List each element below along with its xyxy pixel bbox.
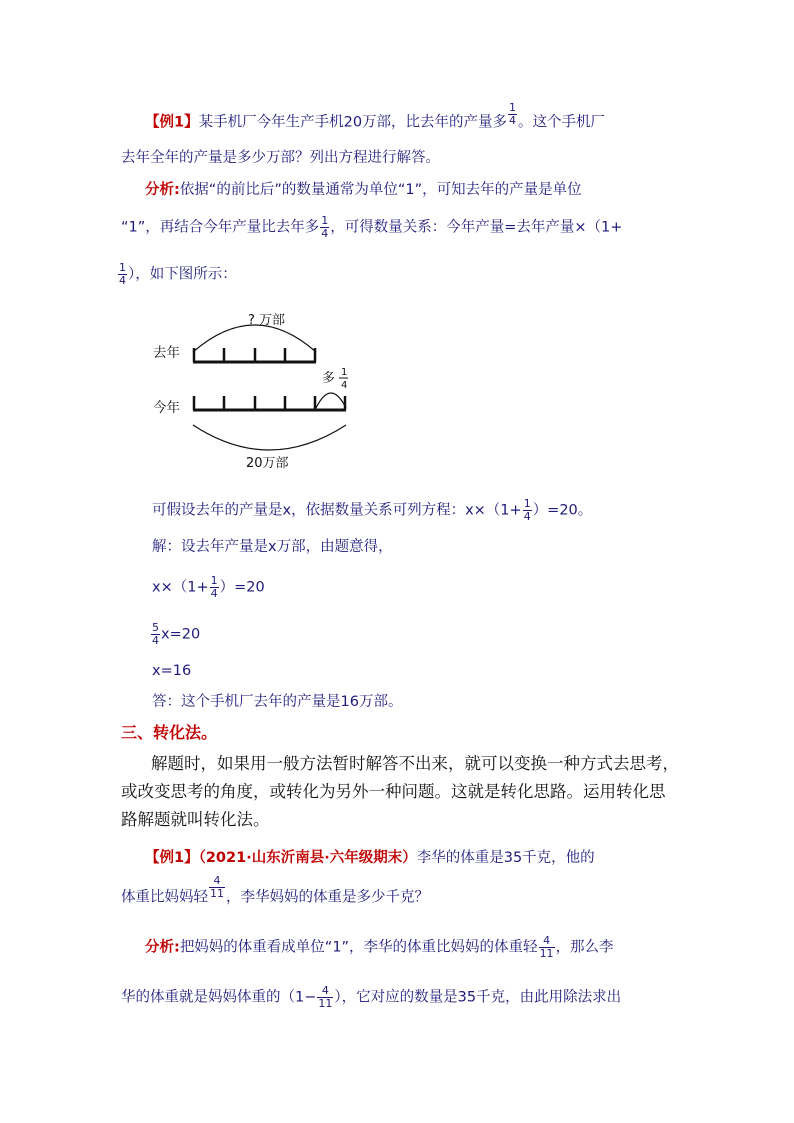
last-year-label: 去年 xyxy=(153,345,180,361)
assume-line: 可假设去年的产量是x，依据数量关系可列方程：x×（1+ $\frac{1}{4}$ ）=20。 xyxy=(152,497,593,523)
example-label: 【例1】 xyxy=(145,114,199,131)
example1-line2: 去年全年的产量是多少万部？列出方程进行解答。 xyxy=(121,150,440,166)
analysis-label: 分析: xyxy=(145,182,180,198)
fraction: $\frac{4}{11}$ xyxy=(210,874,224,900)
top-label: ? 万部 xyxy=(248,313,286,328)
this-year-label: 今年 xyxy=(153,400,180,416)
equation-2: $\frac{5}{4}$ x=20 xyxy=(152,621,201,647)
solve-line: 解：设去年产量是x万部，由题意得， xyxy=(152,539,393,555)
fraction: $\frac{4}{11}$ xyxy=(539,934,554,960)
answer-line: 答：这个手机厂去年的产量是16万部。 xyxy=(152,694,403,710)
equation-3: x=16 xyxy=(152,663,192,679)
analysis2-line2: 华的体重就是妈妈体重的（1− $\frac{4}{11}$ ），它对应的数量是35千克，由此用除法求出 xyxy=(121,984,622,1010)
more-frac-num: 1 xyxy=(341,367,348,378)
section-paragraph: 解题时，如果用一般方法暂时解答不出来，就可以变换一种方式去思考，或改变思考的角度，或转化为另外一种问题。这就是转化思路。运用转化思路解题就叫转化法。 xyxy=(121,754,679,829)
bottom-arc xyxy=(193,425,346,450)
example1-line1: 【例1】某手机厂今年生产手机20万部，比去年的产量多 $\frac{1}{4}$ 。这个手机厂 xyxy=(145,101,606,131)
equation-1: x×（1+ $\frac{1}{4}$ ）=20 xyxy=(152,574,265,600)
extra-arc xyxy=(316,393,346,408)
more-frac-den: 4 xyxy=(341,380,348,391)
fraction: $\frac{1}{4}$ xyxy=(119,261,126,287)
more-label: 多 xyxy=(322,371,336,386)
segment-diagram xyxy=(0,300,794,480)
example-label: 【例1】 xyxy=(145,850,199,866)
fraction: $\frac{1}{4}$ xyxy=(321,214,329,240)
analysis-label: 分析: xyxy=(145,939,180,956)
top-arc xyxy=(193,325,316,352)
analysis2-line1: 分析:把妈妈的体重看成单位“1”，李华的体重比妈妈的体重轻 $\frac{4}{11}$ ，那么李 xyxy=(145,934,614,960)
example-source: （2021·山东沂南县·六年级期末） xyxy=(198,850,417,866)
example2-line2: 体重比妈妈轻 $\frac{4}{11}$ ，李华妈妈的体重是多少千克？ xyxy=(121,874,429,906)
fraction: $\frac{5}{4}$ xyxy=(152,621,159,647)
analysis1-line1: 分析:依据“的前比后”的数量通常为单位“1”，可知去年的产量是单位 xyxy=(145,182,582,198)
analysis1-line2: “1”，再结合今年产量比去年多 $\frac{1}{4}$ ，可得数量关系：今年产量=去年产量×（1+ xyxy=(121,214,623,240)
fraction: $\frac{1}{4}$ xyxy=(509,101,517,127)
analysis1-line3: $\frac{1}{4}$ ），如下图所示： xyxy=(119,261,237,287)
example2-line1: 【例1】（2021·山东沂南县·六年级期末）李华的体重是35千克，他的 xyxy=(145,850,595,866)
fraction: $\frac{4}{11}$ xyxy=(318,984,333,1010)
fraction: $\frac{1}{4}$ xyxy=(523,497,531,523)
bottom-label: 20万部 xyxy=(246,456,289,471)
section-heading: 三、转化法。 xyxy=(121,723,218,742)
fraction: $\frac{1}{4}$ xyxy=(210,574,218,600)
